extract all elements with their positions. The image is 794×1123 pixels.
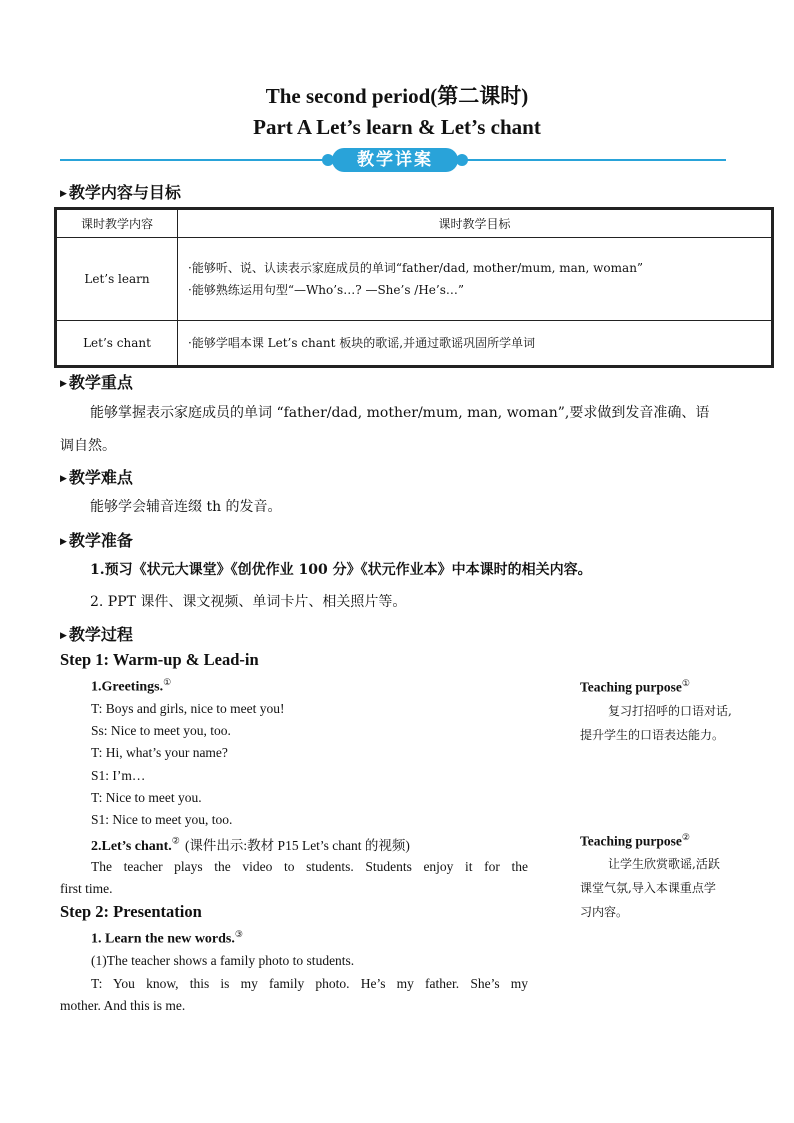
table-cell-goals	[178, 320, 772, 365]
key-points-text-1: 能够掌握表示家庭成员的单词 “father/dad, mother/mum, man, woman”,要求做到发音准确、语	[90, 405, 710, 421]
section-heading-key-points: ▶ 教学重点	[60, 373, 133, 392]
teaching-purpose-label: Teaching purpose①	[580, 678, 690, 695]
presentation-line: (1)The teacher shows a family photo to students.	[91, 953, 355, 968]
goal-item: ·能够熟练运用句型“—Who’s…? —She’s /He’s…”	[188, 282, 465, 297]
learn-words-title: 1. Learn the new words.③	[91, 929, 243, 947]
preparation-item-1: 1.预习《状元大课堂》《创优作业 100 分》《状元作业本》中本课时的相关内容。	[90, 562, 592, 578]
dialogue-line: T: Boys and girls, nice to meet you!	[91, 701, 285, 716]
teaching-purpose-text: 提升学生的口语表达能力。	[580, 728, 725, 742]
dialogue-line: S1: Nice to meet you, too.	[91, 812, 233, 827]
dialogue-line: S1: I’m…	[91, 768, 146, 783]
teaching-purpose-text: 习内容。	[580, 905, 629, 919]
chant-note: (课件出示:教材 P15 Let’s chant 的视频)	[184, 838, 410, 853]
greetings-title: 1.Greetings.①	[91, 677, 172, 695]
presentation-line: T: You know, this is my family photo. He’s my father. She’s my	[91, 976, 528, 991]
dialogue-line: T: Nice to meet you.	[91, 790, 202, 805]
banner-badge	[322, 148, 468, 172]
teaching-purpose-text: 课堂气氛,导入本课重点学	[580, 881, 716, 895]
presentation-line: mother. And this is me.	[60, 998, 186, 1013]
section-heading-process: ▶ 教学过程	[60, 625, 133, 644]
chant-text-1: The teacher plays the video to students. Students enjoy it for the	[91, 859, 528, 874]
dialogue-line: T: Hi, what’s your name?	[91, 745, 228, 760]
step-2-title: Step 2: Presentation	[60, 902, 202, 921]
footnote-mark: ①	[163, 677, 172, 687]
page-subtitle: Part A Let’s learn & Let’s chant	[253, 115, 541, 139]
page-title: The second period(第二课时)	[265, 84, 529, 108]
footnote-mark: ③	[234, 929, 243, 939]
dialogue-line: Ss: Nice to meet you, too.	[91, 723, 231, 738]
chant-heading: 2.Let’s chant.② (课件出示:教材 P15 Let’s chant 的视频)	[91, 835, 410, 854]
footnote-mark: ②	[171, 835, 180, 846]
difficulties-text: 能够学会辅音连缀 th 的发音。	[90, 499, 282, 515]
preparation-item-2: 2. PPT 课件、课文视频、单词卡片、相关照片等。	[90, 594, 407, 610]
chant-text-2: first time.	[60, 881, 113, 896]
table-cell-content: Let’s learn	[57, 238, 178, 321]
teaching-purpose-text: 让学生欣赏歌谣,活跃	[608, 857, 720, 871]
banner-line-right	[464, 159, 726, 161]
goal-item: ·能够学唱本课 Let’s chant 板块的歌谣,并通过歌谣巩固所学单词	[188, 336, 536, 351]
goal-item: ·能够听、说、认读表示家庭成员的单词“father/dad, mother/mum, man, woman”	[188, 260, 644, 275]
footnote-mark: ②	[681, 832, 690, 842]
table-cell-content: Let’s chant	[57, 320, 178, 365]
banner-badge-text: 教学详案	[357, 150, 433, 170]
section-heading-preparation: ▶ 教学准备	[60, 531, 133, 550]
section-heading-content-goals: ▶ 教学内容与目标	[60, 183, 181, 202]
section-heading-difficulties: ▶ 教学难点	[60, 468, 133, 487]
step-1-title: Step 1: Warm-up & Lead-in	[60, 650, 259, 669]
teaching-purpose-label: Teaching purpose②	[580, 832, 690, 849]
table-header-content: 课时教学内容	[57, 210, 178, 238]
footnote-mark: ①	[681, 678, 690, 688]
table-cell-goals	[178, 238, 772, 321]
key-points-text-2: 调自然。	[60, 438, 116, 454]
goals-table	[54, 207, 774, 368]
banner-line-left	[60, 159, 326, 161]
table-header-goals: 课时教学目标	[178, 210, 772, 238]
teaching-purpose-text: 复习打招呼的口语对话,	[608, 704, 732, 718]
